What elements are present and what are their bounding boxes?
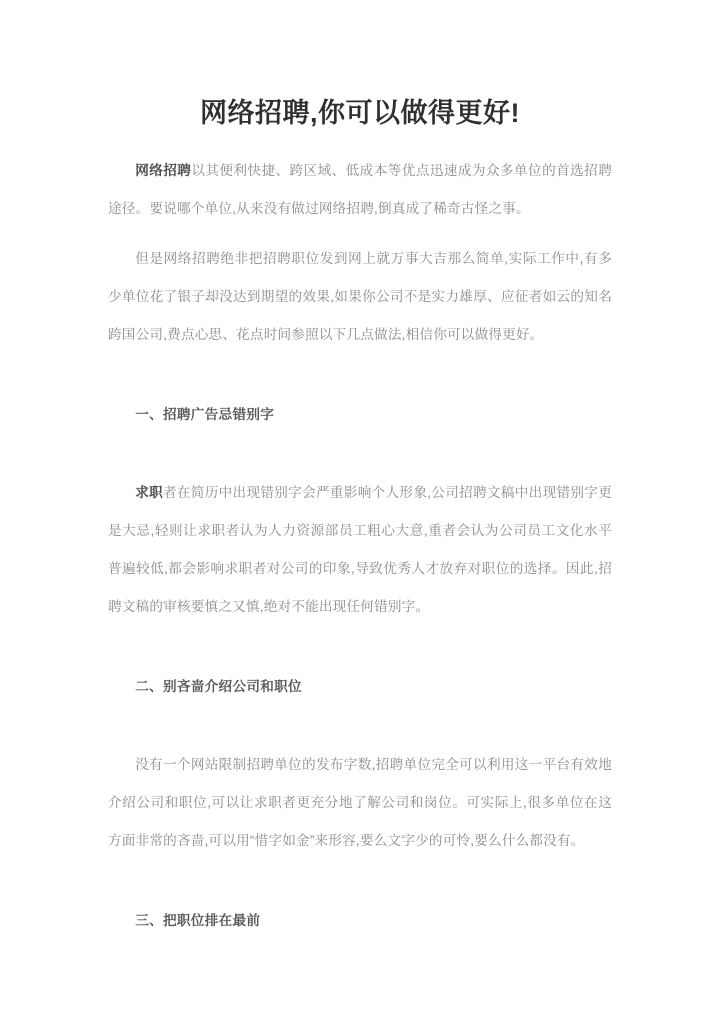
paragraph-intro-lead: 网络招聘	[135, 163, 192, 178]
paragraph-section-one	[108, 474, 612, 626]
page-title: 网络招聘,你可以做得更好!	[200, 98, 520, 128]
spacer	[108, 228, 612, 240]
paragraph-section-one-text: 者在简历中出现错别字会严重影响个人形象,公司招聘文稿中出现错别字更是大忌,轻则让求职者认为人力资源部员工粗心大意,重者会认为公司员工文化水平普遍较低,都会影响求职者对公司的印象,导致优秀人才放弃对职位的选择。因此,招聘文稿的审核要慎之又慎,绝对不能出现任何错别字。	[108, 485, 613, 614]
spacer	[108, 626, 612, 672]
paragraph-overview	[108, 240, 612, 354]
spacer	[108, 354, 612, 400]
paragraph-section-two-text: 没有一个网站限制招聘单位的发布字数,招聘单位完全可以利用这一平台有效地介绍公司和职位,可以让求职者更充分地了解公司和岗位。可实际上,很多单位在这方面非常的吝啬,可以用“惜字如金”来形容,要么文字少的可怜,要么什么都没有。	[108, 757, 612, 848]
paragraph-overview-text: 但是网络招聘绝非把招聘职位发到网上就万事大吉那么简单,实际工作中,有多少单位花了银子却没达到期望的效果,如果你公司不是实力雄厚、应征者如云的知名跨国公司,费点心思、花点时间参照以下几点做法,相信你可以做得更好。	[108, 251, 612, 342]
spacer	[108, 430, 612, 474]
paragraph-intro-text: 以其便利快捷、跨区域、低成本等优点迅速成为众多单位的首选招聘途径。要说哪个单位,从来没有做过网络招聘,倒真成了稀奇古怪之事。	[108, 163, 612, 216]
spacer	[108, 702, 612, 746]
document-body	[108, 96, 612, 936]
paragraph-section-one-lead: 求职	[135, 485, 164, 500]
spacer	[108, 860, 612, 906]
section-heading-three: 三、把职位排在最前	[135, 913, 261, 928]
section-heading-two: 二、别吝啬介绍公司和职位	[135, 679, 302, 694]
section-heading-one: 一、招聘广告忌错别字	[135, 407, 275, 422]
paragraph-intro	[108, 152, 612, 228]
paragraph-section-two	[108, 746, 612, 860]
